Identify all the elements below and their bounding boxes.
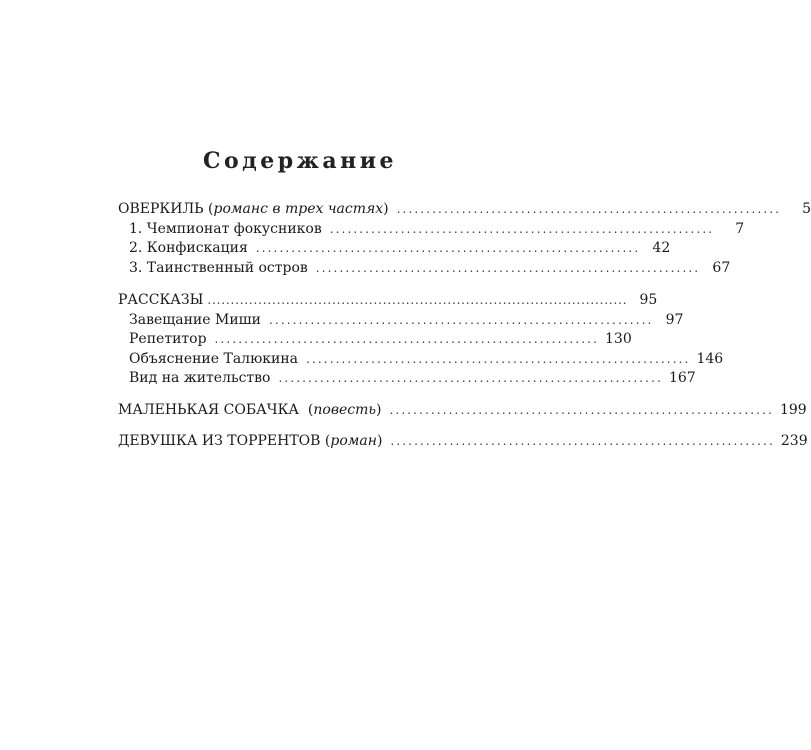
toc-entry-item bbox=[118, 330, 632, 350]
toc-entry-section bbox=[118, 291, 658, 311]
toc-entry-page: 7 bbox=[735, 220, 745, 237]
toc-entry-item bbox=[118, 311, 684, 331]
toc-entry-item bbox=[118, 239, 671, 259]
toc-entry-item bbox=[118, 369, 696, 389]
toc-entry-item bbox=[118, 259, 731, 279]
leader-dots: ................................................................. bbox=[306, 351, 691, 366]
toc-entry-page: 42 bbox=[652, 240, 671, 256]
toc-entry-label: 3. Таинственный остров bbox=[129, 259, 308, 276]
toc-entry-section bbox=[118, 200, 811, 220]
toc-entry-label: МАЛЕНЬКАЯ СОБАЧКА (повесть) bbox=[118, 401, 382, 418]
toc-entry-label: ОВЕРКИЛЬ (романс в трех частях) bbox=[118, 201, 389, 217]
toc-entry-page: 167 bbox=[668, 370, 696, 386]
toc-entry-section bbox=[118, 401, 807, 421]
toc-entry-item bbox=[118, 220, 745, 240]
toc-entry-page: 130 bbox=[605, 331, 632, 347]
toc-entry-page: 199 bbox=[779, 401, 807, 418]
leader-dots: ................................................................. bbox=[278, 371, 663, 385]
leader-dots: ................................................................. bbox=[389, 402, 774, 417]
toc-entry-page: 95 bbox=[639, 292, 658, 308]
toc-entry-label: Объяснение Талюкина bbox=[129, 350, 299, 367]
toc-entry-section bbox=[118, 432, 808, 452]
toc-entry-item bbox=[118, 350, 724, 370]
leader-dots: ................................................................. bbox=[214, 332, 599, 346]
toc-entry-page: 239 bbox=[780, 433, 808, 449]
toc-entry-label: Завещание Миши bbox=[129, 311, 262, 328]
leader-dots: ................................................................. bbox=[269, 312, 654, 327]
page-title: Содержание bbox=[202, 148, 398, 174]
toc-entry-page: 67 bbox=[712, 259, 731, 276]
table-of-contents bbox=[118, 200, 811, 452]
leader-dots: ................................................................. bbox=[396, 202, 782, 216]
toc-entry-label: ДЕВУШКА ИЗ ТОРРЕНТОВ (роман) bbox=[118, 433, 383, 449]
toc-entry-label: 2. Конфискация bbox=[129, 240, 248, 256]
toc-entry-page: 5 bbox=[802, 201, 811, 217]
leader-dots: ................................................................. bbox=[390, 434, 775, 448]
toc-entry-label: Репетитор bbox=[129, 331, 207, 347]
toc-entry-label: Вид на жительство bbox=[129, 370, 271, 386]
toc-entry-label: 1. Чемпионат фокусников bbox=[129, 220, 322, 237]
toc-entry-page: 146 bbox=[696, 350, 724, 367]
leader-dots: ................................................................. bbox=[255, 241, 641, 255]
leader-dots: ................................................................. bbox=[315, 260, 701, 275]
leader-dots: ................................................................. bbox=[329, 221, 715, 236]
toc-entry-label: РАССКАЗЫ bbox=[118, 292, 204, 308]
leader-dots: ........................................................................................... bbox=[207, 293, 628, 307]
toc-entry-page: 97 bbox=[665, 311, 684, 328]
